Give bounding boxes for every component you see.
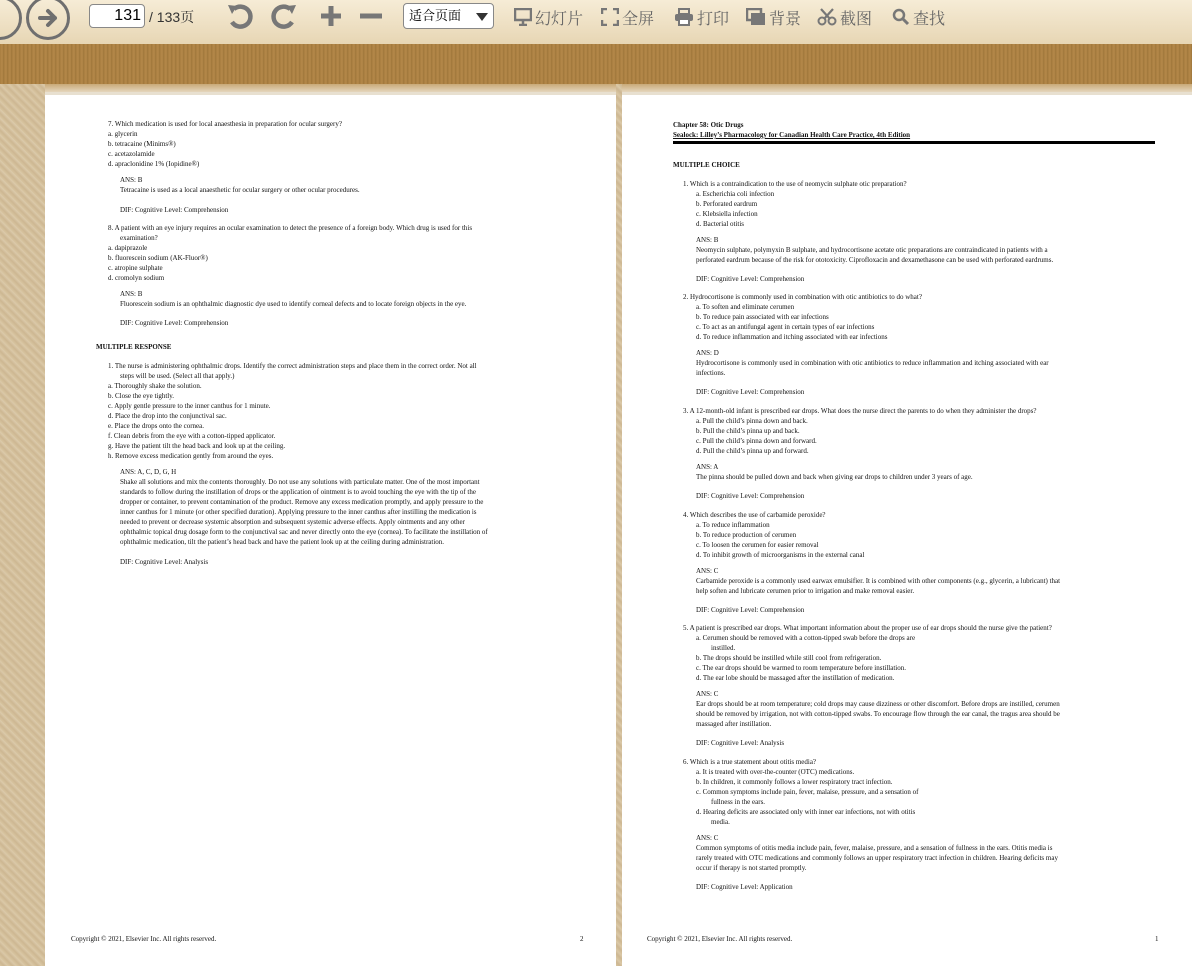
toolbar-decorative-band [0,44,1192,84]
fullscreen-icon [601,8,619,26]
text-line: 1. The nurse is administering ophthalmic drops. Identify the correct administration steps and place them in the correct order. Not all [108,362,477,370]
text-line: c. Apply gentle pressure to the inner canthus for 1 minute. [108,402,271,410]
text-line: Fluorescein sodium is an ophthalmic diagnostic dye used to identify corneal defects and to locate foreign objects in the eye. [120,300,467,308]
print-button[interactable] [674,5,729,29]
zoom-select[interactable] [403,3,494,29]
footer-page-number: 2 [580,935,584,943]
text-line: g. Have the patient tilt the head back and look up at the ceiling. [108,442,286,450]
print-icon [674,8,694,26]
background-icon [746,8,766,26]
text-line: Tetracaine is used as a local anaesthetic for ocular surgery or other ocular procedures. [120,186,360,194]
text-line: a. Thoroughly shake the solution. [108,382,202,390]
scissors-icon [817,8,837,26]
text-line: a. To soften and eliminate cerumen [696,303,795,311]
document-page-left [45,92,616,966]
text-line: 3. A 12-month-old infant is prescribed ear drops. What does the nurse direct the parents to do when they administer the drops? [683,407,1037,415]
text-line: ophthalmic topical drug dosage form to the conjunctival sac and never directly onto the eye (cornea). To facilitate the instillation of [120,528,488,536]
text-line: b. To reduce production of cerumen [696,531,797,539]
text-line: DIF: Cognitive Level: Comprehension [696,275,805,283]
text-line: d. Place the drop into the conjunctival sac. [108,412,227,420]
page-total-label: / 133页 [149,9,195,25]
text-line: c. Pull the child’s pinna down and forward. [696,437,817,445]
text-line: DIF: Cognitive Level: Analysis [696,739,785,747]
text-line: c. Klebsiella infection [696,210,758,218]
text-line: 1. Which is a contraindication to the use of neomycin sulphate otic preparation? [683,180,907,188]
text-line: b. Perforated eardrum [696,200,758,208]
text-line: needed to prevent or decrease systemic absorption and subsequent systemic adverse effects. Apply ointments and any other [120,518,465,526]
text-line: DIF: Cognitive Level: Analysis [120,558,209,566]
text-line: perforated eardrum because of the risk for ototoxicity. Ciprofloxacin and dexamethasone can be used with perforated eardrums. [696,256,1054,264]
zoom-in-icon[interactable] [318,4,344,33]
fullscreen-button[interactable] [601,5,654,29]
text-line: b. tetracaine (Minims®) [108,140,176,148]
text-line: 2. Hydrocortisone is commonly used in combination with otic antibiotics to do what? [683,293,922,301]
text-line: ANS: B [120,290,143,298]
text-line: MULTIPLE CHOICE [673,161,740,169]
text-line: dropper or container, to prevent contamination of the product. Remove any excess medication promptly, and apply pressure to the [120,498,484,506]
text-line: a. Pull the child’s pinna down and back. [696,417,808,425]
text-line: infections. [696,369,726,377]
text-line: DIF: Cognitive Level: Comprehension [696,388,805,396]
text-line: e. Place the drops onto the cornea. [108,422,205,430]
text-line: fullness in the ears. [711,798,766,806]
background-button[interactable] [746,5,801,29]
text-line: c. atropine sulphate [108,264,163,272]
text-line: DIF: Cognitive Level: Comprehension [696,492,805,500]
text-line: a. dapiprazole [108,244,148,252]
text-line: c. The ear drops should be warmed to room temperature before instillation. [696,664,906,672]
text-line: a. To reduce inflammation [696,521,770,529]
text-line: DIF: Cognitive Level: Comprehension [696,606,805,614]
text-line: ANS: B [120,176,143,184]
text-line: ANS: A, C, D, G, H [120,468,177,476]
footer-copyright: Copyright © 2021, Elsevier Inc. All rights reserved. [71,935,217,943]
text-line: d. To reduce inflammation and itching associated with ear infections [696,333,888,341]
document-page-right [622,92,1192,966]
left-margin-pattern [0,84,45,966]
text-line: media. [711,818,730,826]
text-line: instilled. [711,644,736,652]
text-line: c. Common symptoms include pain, fever, malaise, pressure, and a sensation of [696,788,919,796]
text-line: steps will be used. (Select all that apply.) [120,372,235,380]
text-line: h. Remove excess medication gently from around the eyes. [108,452,274,460]
fullscreen-label: 全屏 [622,10,655,28]
text-line: DIF: Cognitive Level: Comprehension [120,319,229,327]
text-line: Hydrocortisone is commonly used in combination with otic antibiotics to reduce inflammation and itching associated with ear [696,359,1049,367]
text-line: massaged after instillation. [696,720,772,728]
text-line: ANS: C [696,834,719,842]
text-line: a. Cerumen should be removed with a cotton-tipped swab before the drops are [696,634,916,642]
background-label: 背景 [769,10,802,28]
chapter-title: Chapter 58: Otic Drugs [673,121,744,129]
text-line: d. Pull the child’s pinna up and forward. [696,447,809,455]
text-line: 6. Which is a true statement about otitis media? [683,758,817,766]
text-line: b. In children, it commonly follows a lower respiratory tract infection. [696,778,893,786]
text-line: ophthalmic medication, tilt the patient’s head back and have the patient look up at the ceiling during administration. [120,538,445,546]
book-title: Sealock: Lilley’s Pharmacology for Canadian Health Care Practice, 4th Edition [673,131,911,139]
rotate-right-icon[interactable] [268,2,298,35]
footer-copyright: Copyright © 2021, Elsevier Inc. All rights reserved. [647,935,793,943]
text-line: b. Close the eye tightly. [108,392,175,400]
text-line: d. cromolyn sodium [108,274,165,282]
text-line: help soften and lubricate cerumen prior to irrigation and make removal easier. [696,587,915,595]
text-line: d. The ear lobe should be massaged after the instillation of medication. [696,674,895,682]
header-rule [673,141,1155,144]
text-line: DIF: Cognitive Level: Comprehension [120,206,229,214]
magnifier-icon [892,8,910,26]
text-line: d. apraclonidine 1% (Iopidine®) [108,160,200,168]
text-line: f. Clean debris from the eye with a cotton-tipped applicator. [108,432,276,440]
text-line: 5. A patient is prescribed ear drops. What important information about the proper use of ear drops should the nurse give the patient? [683,624,1052,632]
find-button[interactable] [892,5,945,29]
band-shadow [0,84,1192,92]
text-line: c. To loosen the cerumen for easier removal [696,541,819,549]
back-circle-icon[interactable] [0,0,22,40]
text-line: c. acetazolamide [108,150,155,158]
text-line: ANS: C [696,690,719,698]
text-line: d. Bacterial otitis [696,220,745,228]
slideshow-label: 幻灯片 [535,10,584,28]
text-line: d. Hearing deficits are associated only with inner ear infections, not with otitis [696,808,916,816]
text-line: d. To inhibit growth of microorganisms in the external canal [696,551,865,559]
text-line: ANS: B [696,236,719,244]
text-line: a. Escherichia coli infection [696,190,775,198]
slideshow-button[interactable] [514,5,583,29]
find-label: 查找 [913,10,946,28]
text-line: Shake all solutions and mix the contents thoroughly. Do not use any solutions with particulate matter. One of the most important [120,478,480,486]
text-line: b. To reduce pain associated with ear infections [696,313,829,321]
text-line: 8. A patient with an eye injury requires an ocular examination to detect the presence of a foreign body. Which drug is used for this [108,224,473,232]
text-line: MULTIPLE RESPONSE [96,343,172,351]
rotate-left-icon[interactable] [226,2,256,35]
text-line: c. To act as an antifungal agent in certain types of ear infections [696,323,875,331]
text-line: Neomycin sulphate, polymyxin B sulphate, and hydrocortisone acetate otic preparations are contraindicated in patients with a [696,246,1048,254]
text-line: b. Pull the child’s pinna up and back. [696,427,800,435]
text-line: should be removed by irrigation, not with cotton-tipped swabs. To encourage flow through the ear canal, the tragus area should be [696,710,1060,718]
text-line: standards to follow during the instillation of drops or the application of ointment is to avoid touching the eye with the tip of the [120,488,476,496]
text-line: b. fluorescein sodium (AK-Fluor®) [108,254,208,262]
text-line: 4. Which describes the use of carbamide peroxide? [683,511,826,519]
text-line: 7. Which medication is used for local anaesthesia in preparation for ocular surgery? [108,120,342,128]
page-number-input[interactable]: 131 [89,4,145,28]
viewer-toolbar [0,0,1192,44]
text-line: Ear drops should be at room temperature; cold drops may cause dizziness or other discomfort. Before drops are instilled, cerumen [696,700,1060,708]
text-line: DIF: Cognitive Level: Application [696,883,793,891]
slideshow-icon [514,8,532,26]
zoom-out-icon[interactable] [358,4,384,33]
footer-page-number: 1 [1155,935,1159,943]
text-line: The pinna should be pulled down and back when giving ear drops to children under 3 years of age. [696,473,973,481]
text-line: ANS: C [696,567,719,575]
screenshot-button[interactable] [817,5,872,29]
text-line: Common symptoms of otitis media include pain, fever, malaise, pressure, and a sensation of fullness in the ears. Otitis media is [696,844,1053,852]
forward-circle-icon[interactable] [26,0,70,40]
text-line: a. It is treated with over-the-counter (OTC) medications. [696,768,855,776]
text-line: examination? [120,234,158,242]
text-line: occur if therapy is not started promptly. [696,864,807,872]
text-line: ANS: D [696,349,719,357]
chevron-down-icon [476,13,488,21]
text-line: inner canthus for 1 minute (or other specified duration). Applying pressure to the inner canthus after instilling the medication is [120,508,477,516]
print-label: 打印 [697,10,730,28]
text-line: a. glycerin [108,130,138,138]
screenshot-label: 截图 [840,10,873,28]
text-line: rarely treated with OTC medications and commonly follows an upper respiratory tract infection in children. Hearing deficits may [696,854,1058,862]
text-line: b. The drops should be instilled while still cool from refrigeration. [696,654,882,662]
zoom-select-value: 适合页面 [409,8,462,23]
text-line: ANS: A [696,463,719,471]
text-line: Carbamide peroxide is a commonly used earwax emulsifier. It is combined with other components (e.g., glycerin, a lubricant) that [696,577,1061,585]
